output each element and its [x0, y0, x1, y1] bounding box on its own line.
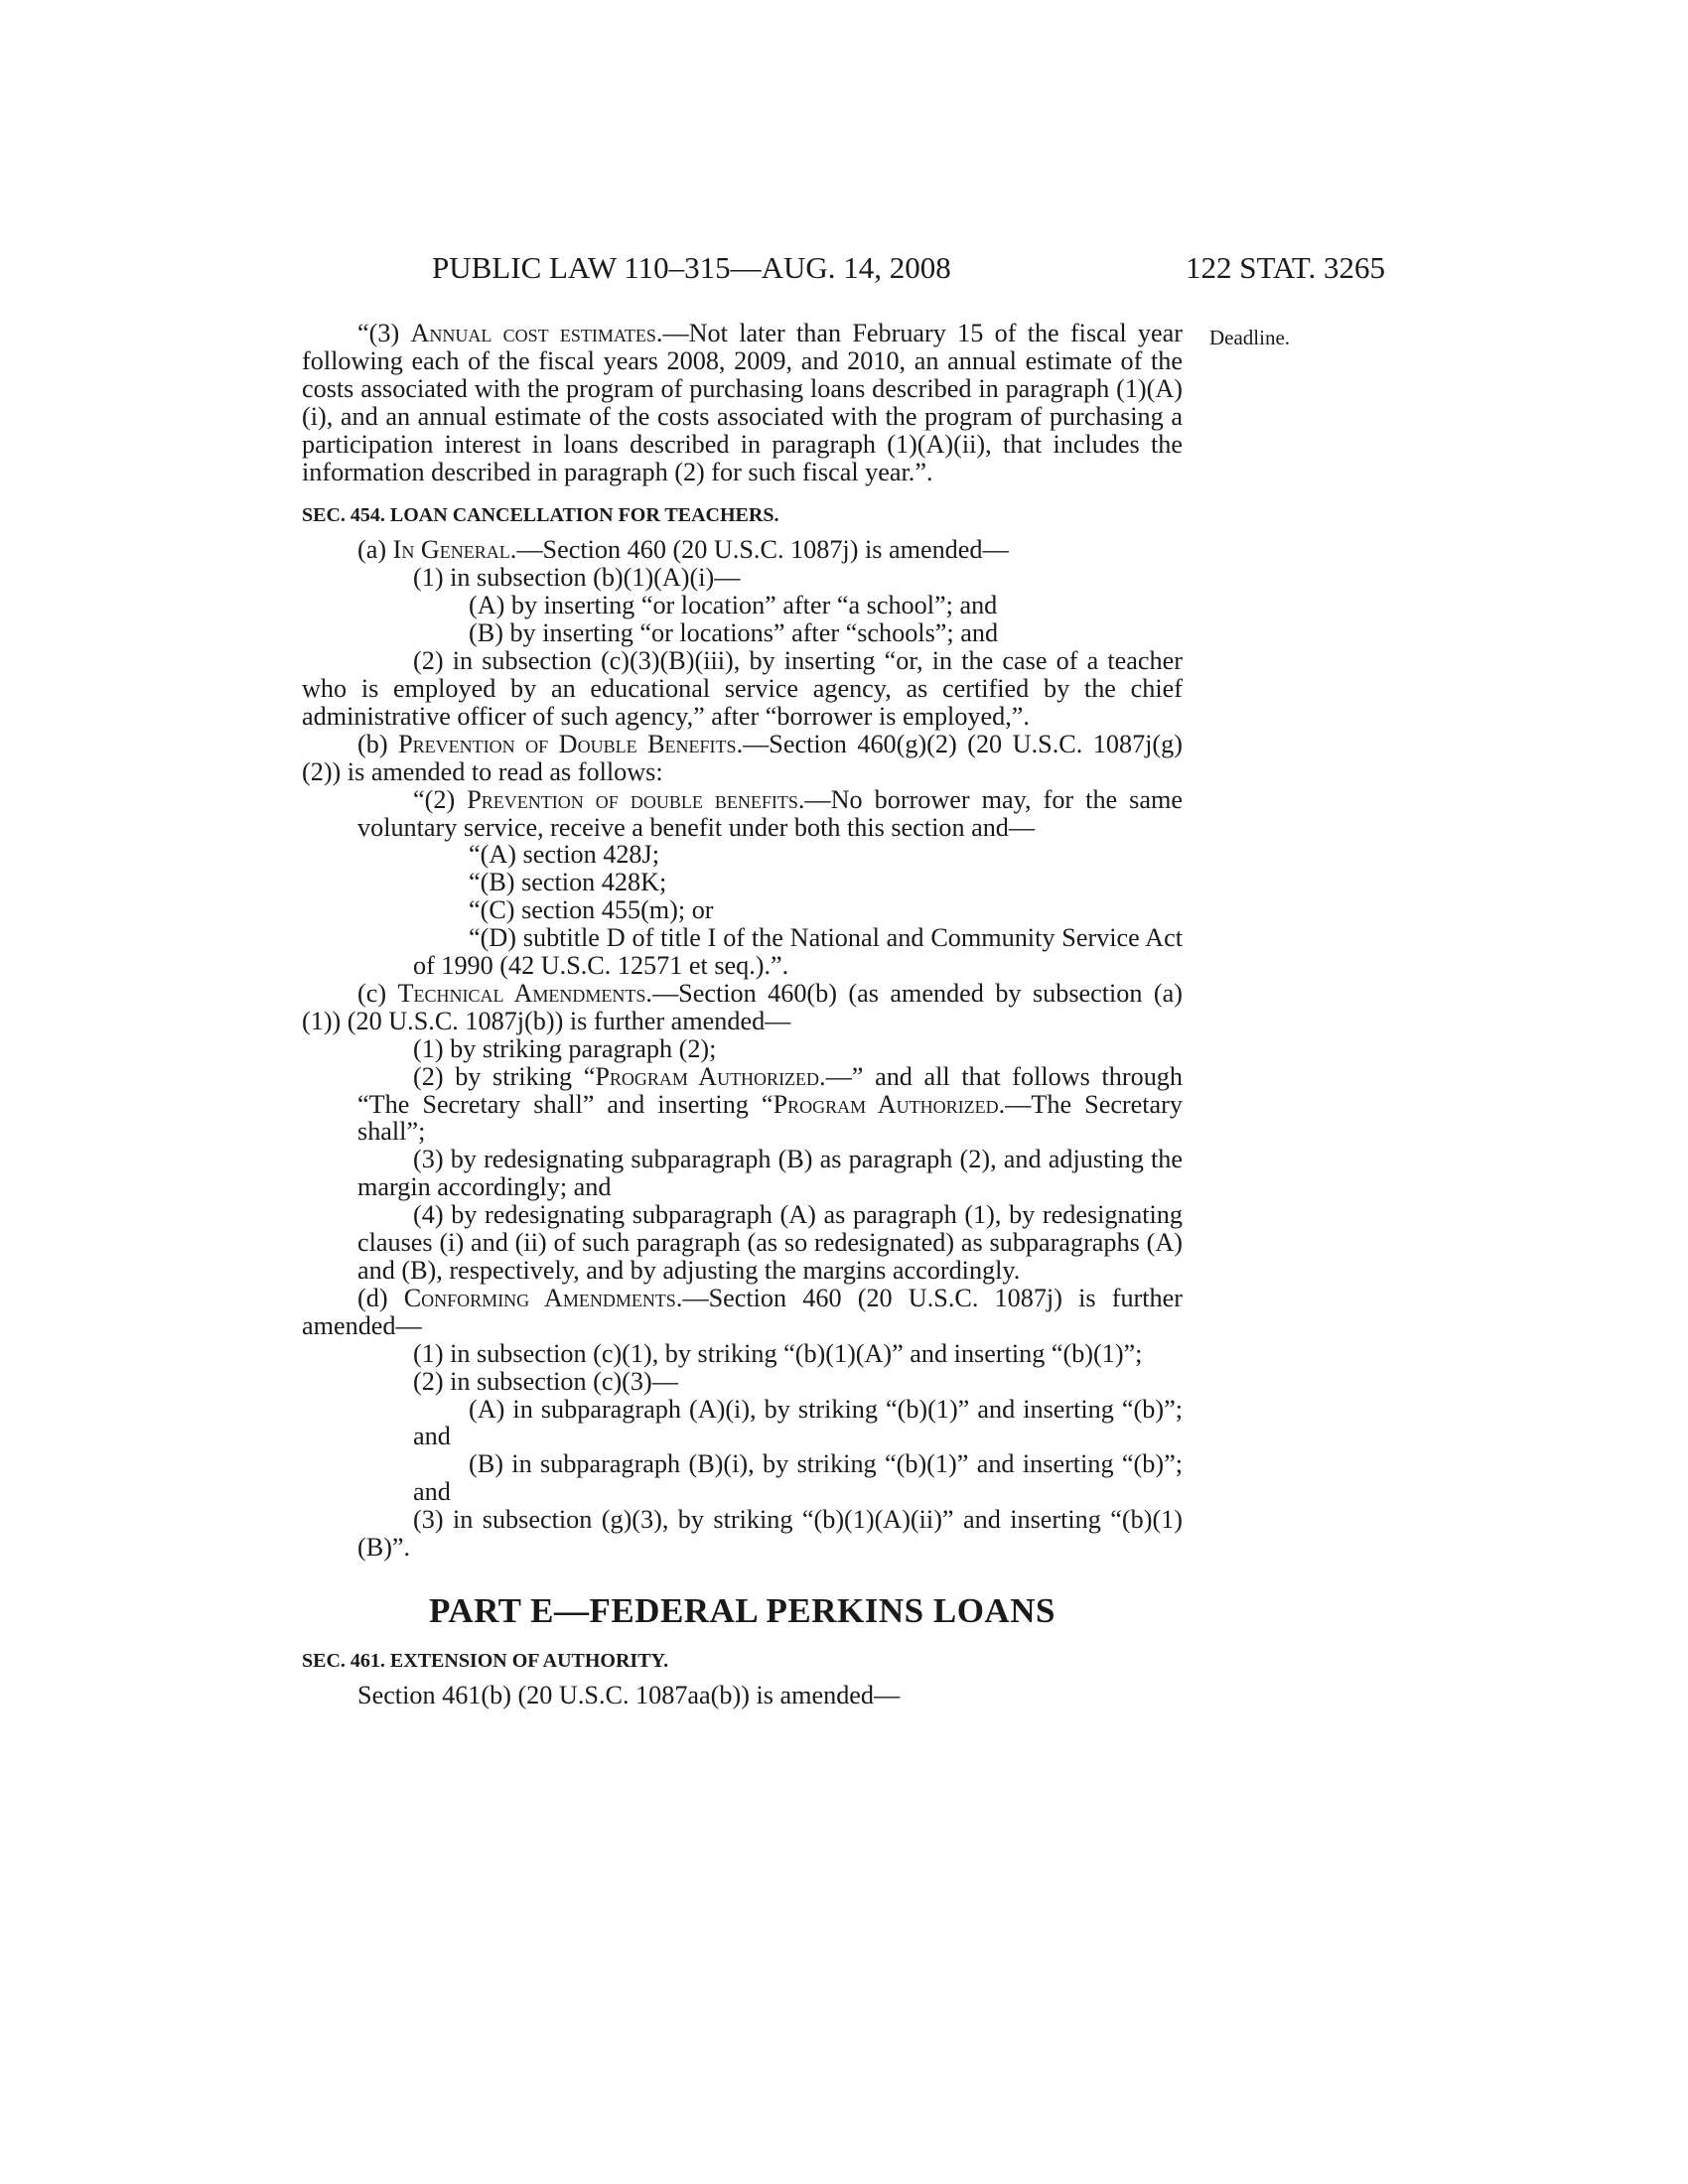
lead: (b): [357, 729, 399, 758]
paragraph-c1: (1) by striking paragraph (2);: [413, 1033, 717, 1063]
lead: “(2): [413, 784, 468, 814]
subsection-heading: Technical Amendments: [397, 978, 646, 1008]
paragraph-d2: (2) in subsection (c)(3)—: [413, 1366, 678, 1396]
subsection-text: .—Section 460(g)(2) (20 U.S.C. 1087j(g)(2)) is amended to read as follows:: [302, 729, 1183, 786]
paragraph-heading: Prevention of double benefits: [467, 784, 798, 814]
page-header: [298, 250, 1385, 290]
small-caps-term: Program Authorized: [773, 1089, 999, 1119]
section-461-heading: SEC. 461. EXTENSION OF AUTHORITY.: [302, 1649, 669, 1672]
paragraph-c4: (4) by redesignating subparagraph (A) as paragraph (1), by redesignating clauses (i) and (ii) of such paragraph (as so redesignated) as subparagraphs (A) and (B), respectively, and by adjusting the margins accordingly.: [357, 1200, 1183, 1285]
subparagraph-a1A: (A) by inserting “or location” after “a school”; and: [469, 591, 998, 620]
paragraph-heading: Annual cost estimates: [410, 319, 656, 347]
paragraph-c3: (3) by redesignating subparagraph (B) as paragraph (2), and adjusting the margin accordingly; and: [357, 1145, 1183, 1202]
paragraph-d3: (3) in subsection (g)(3), by striking “(b)(1)(A)(ii)” and inserting “(b)(1)(B)”.: [357, 1505, 1183, 1563]
subsection-a: [302, 536, 1183, 564]
subparagraph-d2B: (B) in subparagraph (B)(i), by striking “(b)(1)” and inserting “(b)”; and: [413, 1449, 1183, 1507]
running-head-title: PUBLIC LAW 110–315—AUG. 14, 2008: [432, 250, 951, 285]
subparagraph-bC: “(C) section 455(m); or: [469, 895, 714, 925]
paragraph-c2: [302, 1063, 1183, 1147]
subparagraph-bB: “(B) section 428K;: [469, 868, 667, 897]
paragraph-a2: (2) in subsection (c)(3)(B)(iii), by inserting “or, in the case of a teacher who is employed by an educational service agency, as certified by the chief administrative officer of such agency,” after “borrower is employed,”.: [302, 646, 1183, 731]
document-body: [302, 320, 1183, 1709]
subsection-c: [302, 980, 1183, 1035]
subsection-heading: Conforming Amendments: [403, 1283, 676, 1312]
small-caps-term: Program Authorized: [595, 1061, 820, 1091]
paragraph-d1: (1) in subsection (c)(1), by striking “(b)(1)(A)” and inserting “(b)(1)”;: [413, 1338, 1143, 1368]
subparagraph-a1B: (B) by inserting “or locations” after “schools”; and: [469, 618, 999, 648]
subsection-text: .—Section 460 (20 U.S.C. 1087j) is amended—: [509, 535, 1009, 565]
subsection-text: .—Section 460(b) (as amended by subsection (a)(1)) (20 U.S.C. 1087j(b)) is further amended—: [302, 978, 1183, 1035]
lead: (d): [357, 1283, 404, 1312]
paragraph-a1: (1) in subsection (b)(1)(A)(i)—: [413, 563, 741, 593]
paragraph-b2: [302, 786, 1183, 842]
lead: “(3): [357, 319, 411, 347]
lead: (c): [357, 978, 398, 1008]
subparagraph-bA: “(A) section 428J;: [469, 840, 659, 870]
subsection-heading: Prevention of Double Benefits: [398, 729, 737, 758]
subparagraph-bD: “(D) subtitle D of title I of the National and Community Service Act of 1990 (42 U.S.C. 12571 et seq.).”.: [413, 923, 1183, 981]
paragraph-3-annual-cost-estimates: [302, 320, 1183, 485]
lead: (a): [357, 535, 393, 565]
section-461-text: Section 461(b) (20 U.S.C. 1087aa(b)) is amended—: [357, 1680, 901, 1709]
subparagraph-d2A: (A) in subparagraph (A)(i), by striking “(b)(1)” and inserting “(b)”; and: [413, 1394, 1183, 1451]
part-e-heading: PART E—FEDERAL PERKINS LOANS: [429, 1590, 1055, 1630]
statute-page-number: 122 STAT. 3265: [1185, 250, 1385, 285]
text-part: (2) by striking “: [413, 1061, 596, 1091]
paragraph-text: .—Not later than February 15 of the fiscal year following each of the fiscal years 2008, 2009, and 2010, an annual estimate of the costs associated with the program of purchasing loans described in paragraph (1)(A)(i), and an annual estimate of the costs associated with the program of purchasing a participation interest in loans described in paragraph (1)(A)(ii), that includes the information described in paragraph (2) for such fiscal year.”.: [302, 319, 1183, 486]
subsection-d: [302, 1285, 1183, 1340]
text-part: .—The Secretary shall”;: [357, 1089, 1183, 1147]
section-454-heading: SEC. 454. LOAN CANCELLATION FOR TEACHERS.: [302, 504, 779, 527]
subsection-text: .—Section 460 (20 U.S.C. 1087j) is further amended—: [302, 1283, 1183, 1340]
margin-note-deadline: Deadline.: [1209, 326, 1291, 349]
subsection-heading: In General: [392, 535, 510, 565]
paragraph-text: .—No borrower may, for the same voluntary service, receive a benefit under both this section and—: [357, 784, 1183, 842]
subsection-b: [302, 731, 1183, 786]
text-part: .—” and all that follows through “The Secretary shall” and inserting “: [357, 1061, 1183, 1119]
